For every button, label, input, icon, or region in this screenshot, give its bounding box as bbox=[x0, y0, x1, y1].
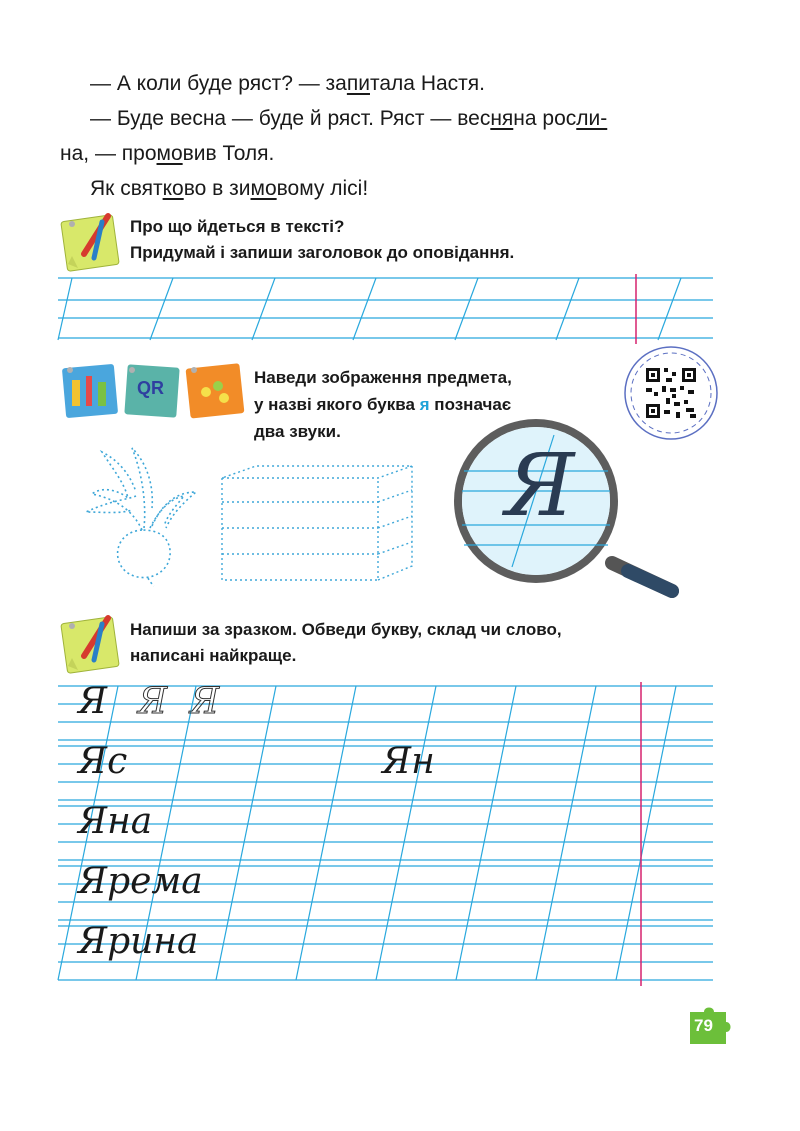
text: позначає bbox=[429, 395, 512, 414]
pencil-note-icon bbox=[58, 210, 126, 272]
text: вому лісі! bbox=[276, 177, 369, 200]
sample-row-2: Яс bbox=[78, 741, 128, 782]
story-line-2 bbox=[90, 105, 607, 133]
text: во в зи bbox=[183, 177, 251, 200]
text: на рос bbox=[513, 107, 577, 130]
beet-drawing[interactable] bbox=[72, 438, 212, 586]
sample-row-2-extra: Ян bbox=[382, 741, 435, 782]
text: — А коли буде ряст? — за bbox=[90, 72, 347, 95]
text: у назві якого буква bbox=[254, 395, 420, 414]
task1-instruction: Придумай і запиши заголовок до оповідання. bbox=[130, 243, 515, 262]
syllable: мо bbox=[156, 142, 183, 165]
traced-letter[interactable]: Я bbox=[138, 681, 168, 722]
pencil-note-icon bbox=[58, 612, 126, 674]
sample-row-5: Ярина bbox=[78, 921, 199, 962]
text: — Буде весна — буде й ряст. Ряст — вес bbox=[90, 107, 491, 130]
page-number: 79 bbox=[694, 1016, 713, 1035]
syllable: пи bbox=[346, 72, 370, 95]
text: тала Настя. bbox=[369, 72, 485, 95]
story-line-4 bbox=[90, 175, 368, 203]
task2-line3: два звуки. bbox=[254, 422, 341, 441]
syllable: ко bbox=[162, 177, 184, 200]
text: на, — про bbox=[60, 142, 157, 165]
ruled-lines-1[interactable] bbox=[58, 270, 718, 350]
art-tools-icon bbox=[60, 362, 122, 420]
syllable: ня bbox=[490, 107, 514, 130]
task3-line1: Напиши за зразком. Обведи букву, склад чи слово, bbox=[130, 620, 562, 639]
sample-row-1: Я bbox=[78, 681, 108, 722]
task1-question: Про що йдеться в тексті? bbox=[130, 217, 345, 236]
qr-label: QR bbox=[137, 378, 164, 398]
sample-row-3: Яна bbox=[78, 801, 153, 842]
story-line-3 bbox=[60, 140, 274, 168]
game-note-icon bbox=[184, 362, 248, 420]
traced-letter[interactable]: Я bbox=[190, 681, 220, 722]
text: вив Толя. bbox=[182, 142, 275, 165]
text: Як свят bbox=[90, 177, 163, 200]
box-drawing[interactable] bbox=[218, 462, 428, 587]
story-line-1 bbox=[90, 70, 485, 98]
sample-row-4: Ярема bbox=[78, 861, 203, 902]
highlight-letter: я bbox=[419, 395, 430, 414]
magnifier-sample-letter: Я bbox=[505, 436, 575, 536]
syllable: мо bbox=[250, 177, 277, 200]
task3-line2: написані найкраще. bbox=[130, 646, 297, 665]
task2-line2 bbox=[254, 393, 511, 417]
syllable: ли- bbox=[576, 107, 608, 130]
task2-line1: Наведи зображення предмета, bbox=[254, 368, 512, 387]
